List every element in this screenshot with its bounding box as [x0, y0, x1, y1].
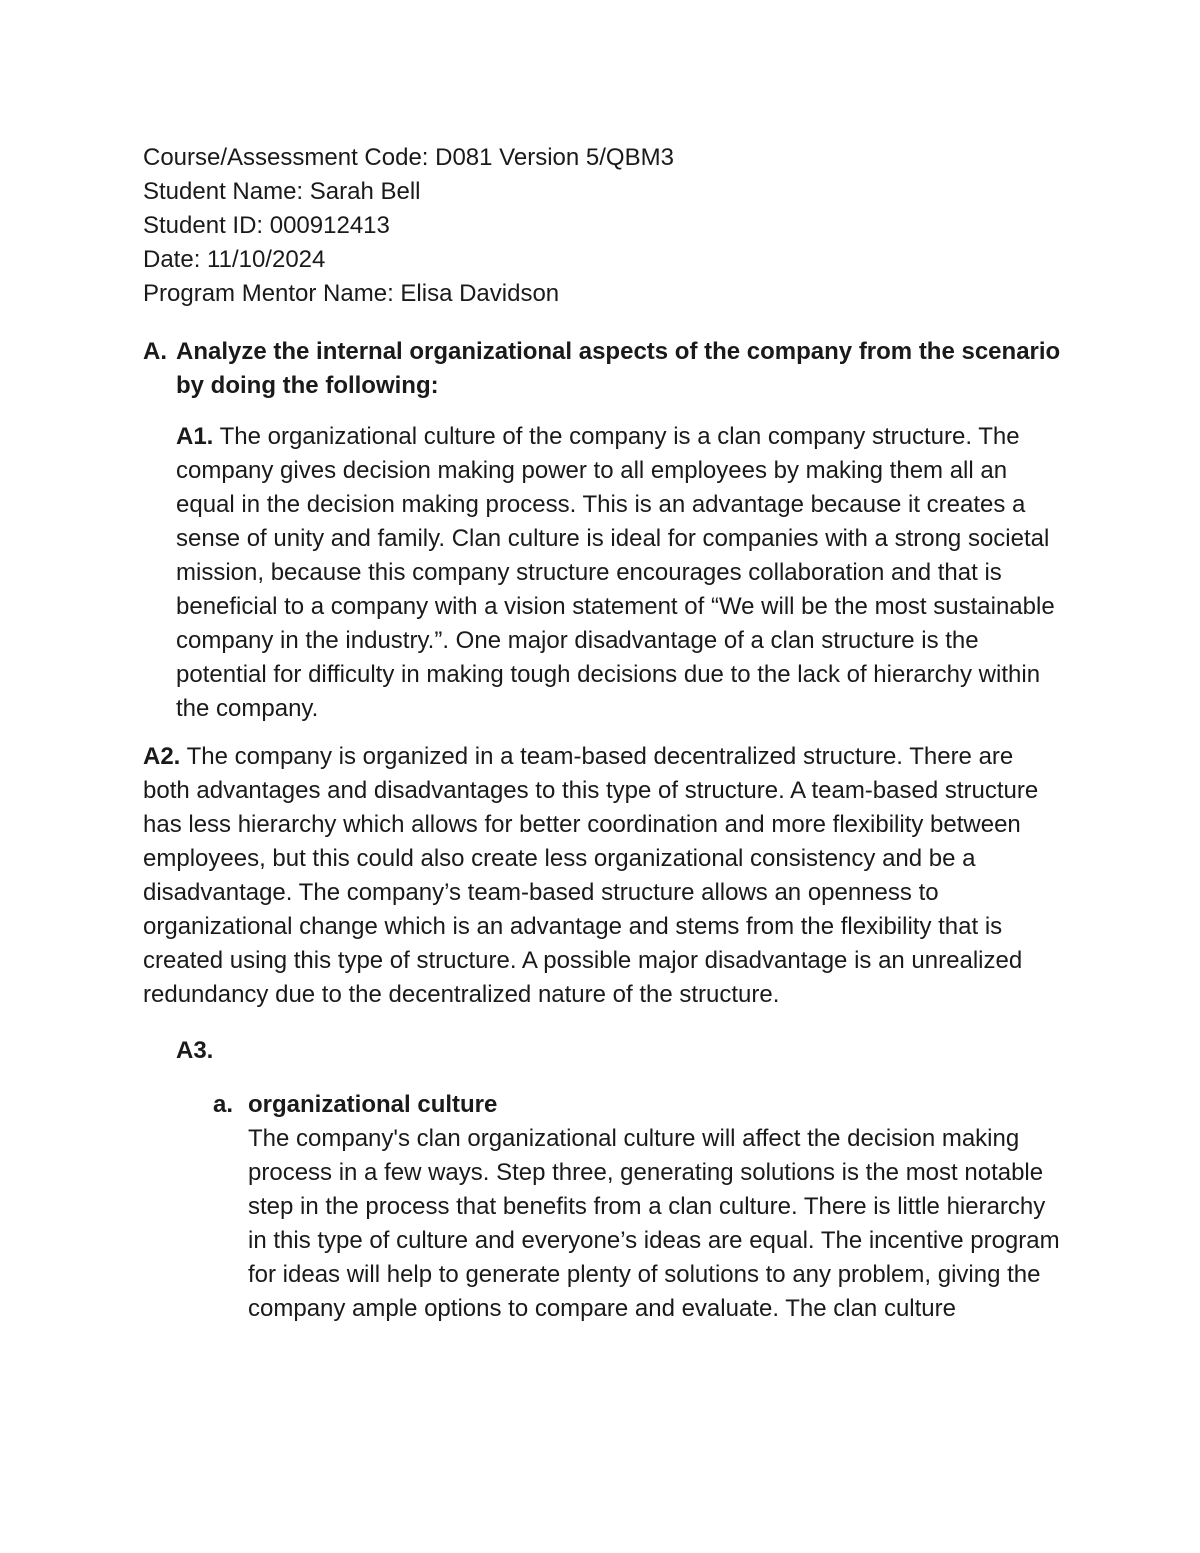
- paragraph-a1: [176, 420, 1063, 726]
- paragraph-a2: [143, 740, 1063, 1012]
- a3-label: A3.: [176, 1037, 214, 1064]
- a3-sub-a-body: [248, 1088, 1063, 1326]
- a1-text: The organizational culture of the company is a clan company structure. The company gives decision making power to all employees by making them all an equal in the decision making process. This is an advantage because it creates a sense of unity and family. Clan culture is ideal for companies with a strong societal mission, because this company structure encourages collaboration and that is beneficial to a company with a vision statement of “We will be the most sustainable company in the industry.”. One major disadvantage of a clan structure is the potential for difficulty in making tough decisions due to the lack of hierarchy within the company.: [176, 423, 1055, 722]
- a1-label: A1.: [176, 423, 214, 450]
- a2-text: The company is organized in a team-based decentralized structure. There are both advantages and disadvantages to this type of structure. A team-based structure has less hierarchy which allows for better coordination and more flexibility between employees, but this could also create less organizational consistency and be a disadvantage. The company’s team-based structure allows an openness to organizational change which is an advantage and stems from the flexibility that is created using this type of structure. A possible major disadvantage is an unrealized redundancy due to the decentralized nature of the structure.: [143, 743, 1039, 1008]
- a3-sub-a-text: The company's clan organizational culture will affect the decision making process in a few ways. Step three, generating solutions is the most notable step in the process that benefits from a clan culture. There is little hierarchy in this type of culture and everyone’s ideas are equal. The incentive program for ideas will help to generate plenty of solutions to any problem, giving the company ample options to compare and evaluate. The clan culture: [248, 1125, 1060, 1322]
- student-name: Student Name: Sarah Bell: [143, 178, 421, 205]
- date: Date: 11/10/2024: [143, 246, 326, 273]
- mentor-name: Program Mentor Name: Elisa Davidson: [143, 280, 560, 307]
- section-a-label: A.: [143, 338, 167, 365]
- course-code: Course/Assessment Code: D081 Version 5/QBM3: [143, 144, 674, 171]
- section-a-heading: [143, 335, 1063, 403]
- a3-sub-a-label: a.: [213, 1091, 234, 1118]
- a3-subsection-a: [213, 1088, 1063, 1326]
- a3-sub-a-heading: organizational culture: [248, 1091, 498, 1118]
- a2-label: A2.: [143, 743, 181, 770]
- document-header: [143, 141, 1063, 311]
- document-content: [143, 141, 1063, 1326]
- student-id: Student ID: 000912413: [143, 212, 390, 239]
- section-a-title: Analyze the internal organizational aspects of the company from the scenario by doing the following:: [176, 338, 1061, 399]
